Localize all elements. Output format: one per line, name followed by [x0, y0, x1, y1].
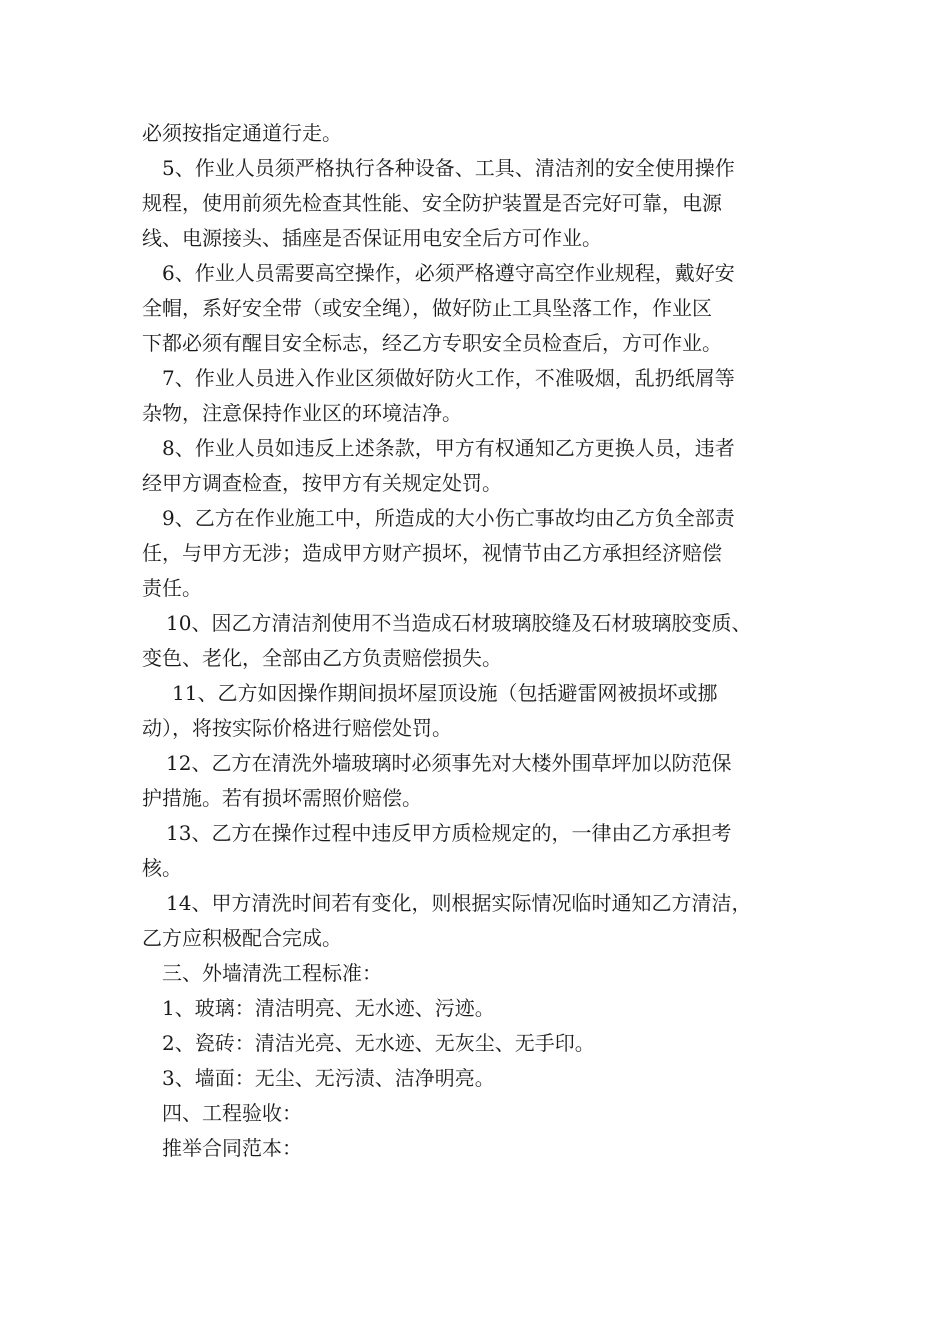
text-line: 必须按指定通道行走。	[142, 121, 342, 145]
clause-11-line: 11、乙方如因操作期间损坏屋顶设施（包括避雷网被损坏或挪	[172, 681, 718, 705]
standard-item-wall: 3、墙面：无尘、无污渍、洁净明亮。	[162, 1066, 495, 1090]
text-line: 杂物，注意保持作业区的环境洁净。	[142, 401, 462, 425]
standard-item-glass: 1、玻璃：清洁明亮、无水迹、污迹。	[162, 996, 495, 1020]
standard-item-tile: 2、瓷砖：清洁光亮、无水迹、无灰尘、无手印。	[162, 1031, 595, 1055]
clause-12-line: 12、乙方在清洗外墙玻璃时必须事先对大楼外围草坪加以防范保	[166, 751, 732, 775]
clause-8-line: 8、作业人员如违反上述条款，甲方有权通知乙方更换人员，违者	[162, 436, 735, 460]
clause-6-line: 6、作业人员需要高空操作，必须严格遵守高空作业规程，戴好安	[162, 261, 735, 285]
text-line: 线、电源接头、插座是否保证用电安全后方可作业。	[142, 226, 602, 250]
clause-5-line: 5、作业人员须严格执行各种设备、工具、清洁剂的安全使用操作	[162, 156, 735, 180]
text-line: 经甲方调查检查，按甲方有关规定处罚。	[142, 471, 502, 495]
clause-14-line: 14、甲方清洗时间若有变化，则根据实际情况临时通知乙方清洁，	[166, 891, 752, 915]
text-line: 规程，使用前须先检查其性能、安全防护装置是否完好可靠，电源	[142, 191, 722, 215]
section-heading-standards: 三、外墙清洗工程标准：	[162, 961, 382, 985]
text-line: 变色、老化，全部由乙方负责赔偿损失。	[142, 646, 502, 670]
text-line: 动），将按实际价格进行赔偿处罚。	[142, 716, 452, 740]
document-body	[142, 116, 832, 1166]
section-heading-acceptance: 四、工程验收：	[162, 1101, 302, 1125]
text-line: 乙方应积极配合完成。	[142, 926, 342, 950]
text-line: 核。	[142, 856, 182, 880]
recommended-contract-template: 推举合同范本：	[162, 1136, 302, 1160]
clause-13-line: 13、乙方在操作过程中违反甲方质检规定的，一律由乙方承担考	[166, 821, 732, 845]
clause-9-line: 9、乙方在作业施工中，所造成的大小伤亡事故均由乙方负全部责	[162, 506, 735, 530]
text-line: 责任。	[142, 576, 202, 600]
text-line: 全帽，系好安全带（或安全绳），做好防止工具坠落工作，作业区	[142, 296, 712, 320]
text-line: 护措施。若有损坏需照价赔偿。	[142, 786, 422, 810]
text-line: 下都必须有醒目安全标志，经乙方专职安全员检查后，方可作业。	[142, 331, 722, 355]
text-line: 任，与甲方无涉；造成甲方财产损坏，视情节由乙方承担经济赔偿	[142, 541, 722, 565]
clause-10-line: 10、因乙方清洁剂使用不当造成石材玻璃胶缝及石材玻璃胶变质、	[166, 611, 752, 635]
clause-7-line: 7、作业人员进入作业区须做好防火工作，不准吸烟，乱扔纸屑等	[162, 366, 735, 390]
